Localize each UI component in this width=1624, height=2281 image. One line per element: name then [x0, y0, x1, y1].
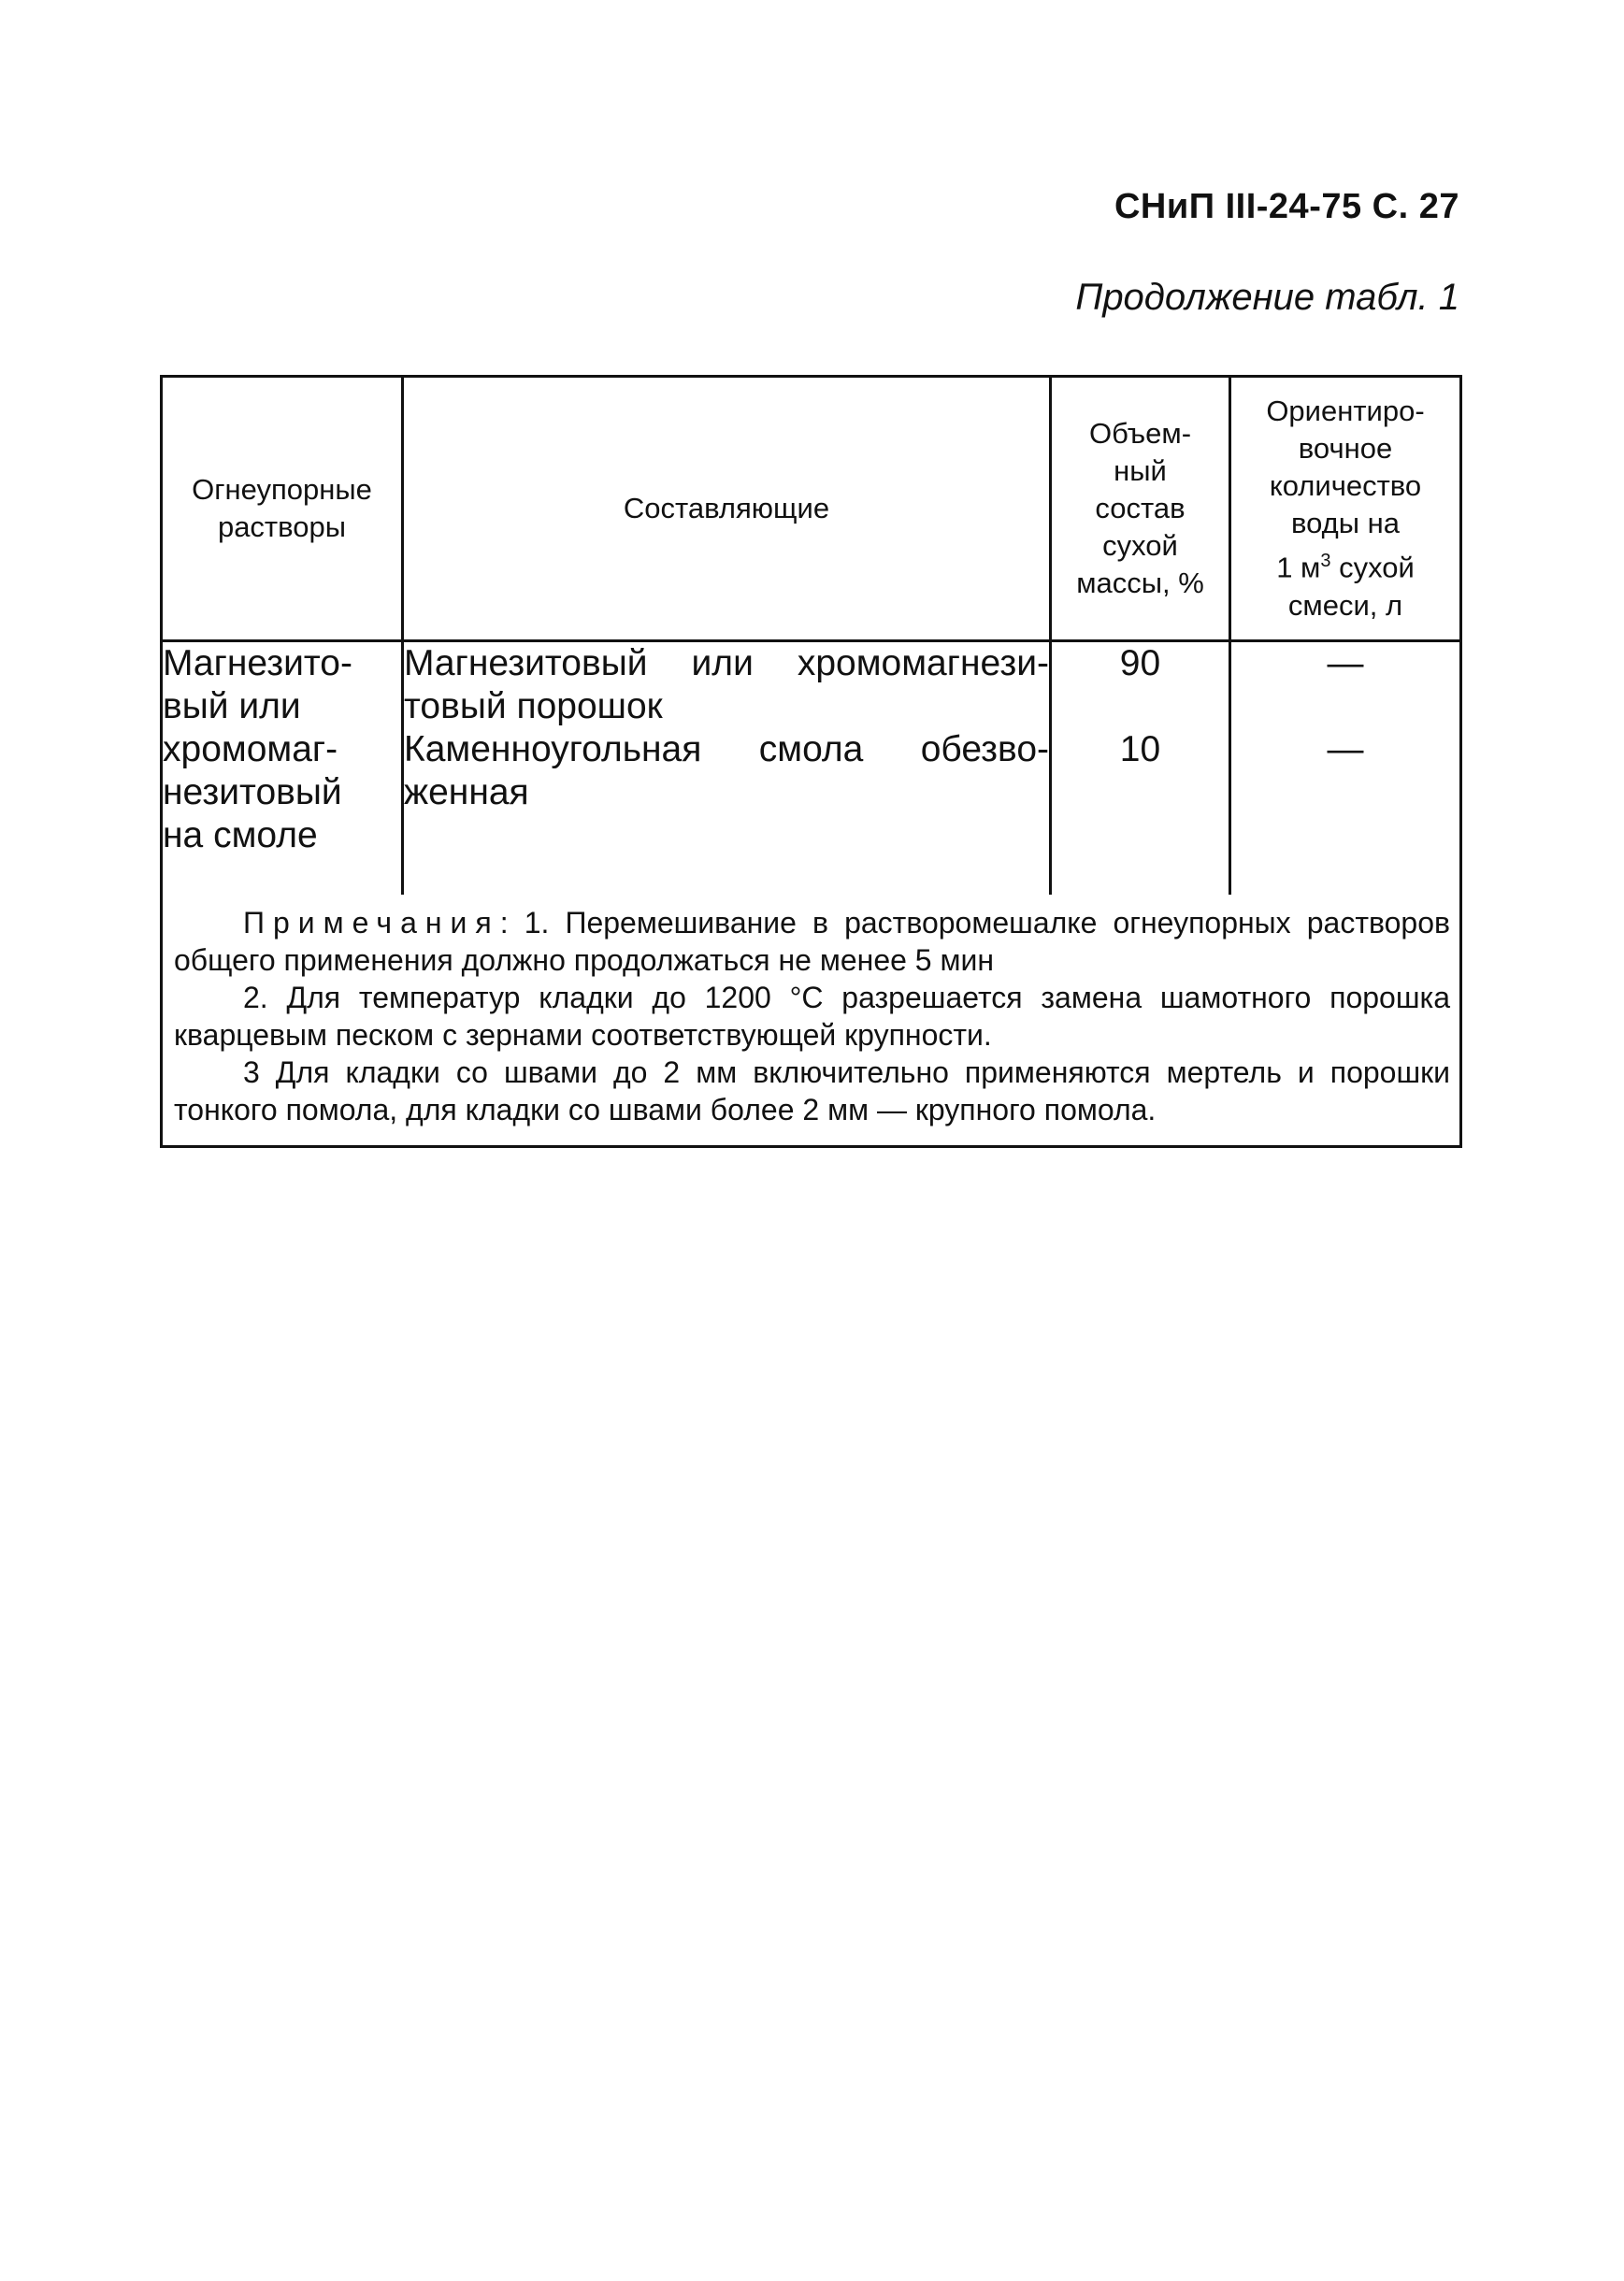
water-cell: [1230, 641, 1461, 896]
components-cell: [403, 641, 1051, 896]
water-value: —: [1327, 643, 1364, 683]
component-name: Магнезитовый или хромомагнези-товый порошок: [404, 643, 1049, 726]
composition-table: [160, 375, 1462, 1148]
solution-name: Магнезито-вый или хромомаг-незитовый на смоле: [163, 643, 352, 855]
column-header-solutions: Огнеупорные растворы: [162, 377, 403, 641]
volume-value: 10: [1119, 729, 1161, 769]
note-1-text: : 1. Перемешивание в растворомешалке огнеупорных растворов общего применения должно продолжаться не менее 5 мин: [174, 906, 1450, 977]
column-header-water: Ориентиро- вочное количество воды на 1 $м^3$ сухой смеси, л: [1230, 377, 1461, 641]
notes-row: [162, 895, 1461, 1147]
table-row: [162, 641, 1461, 896]
table-header-row: [162, 377, 1461, 641]
water-value: —: [1327, 729, 1364, 769]
table-caption: Продолжение табл. 1: [1075, 277, 1459, 318]
column-header-volume: Объем- ный состав сухой массы, %: [1051, 377, 1230, 641]
note-1: [174, 904, 1450, 979]
volume-value: 90: [1119, 643, 1161, 683]
solution-name-cell: [162, 641, 403, 896]
document-code: СНиП III-24-75 С. 27: [1114, 187, 1459, 226]
note-2: 2. Для температур кладки до 1200 °С разрешается замена шамотного порошка кварцевым песком с зернами соответствующей крупности.: [174, 981, 1450, 1052]
column-header-components: Составляющие: [403, 377, 1051, 641]
volume-cell: [1051, 641, 1230, 896]
notes-label: Примечания: [243, 906, 500, 940]
notes-cell: [162, 895, 1461, 1147]
note-3: 3 Для кладки со швами до 2 мм включительно применяются мертель и порошки тонкого помола, для кладки со швами более 2 мм — крупного помола.: [174, 1055, 1450, 1126]
component-name: Каменноугольная смола обезво-женная: [404, 729, 1049, 812]
